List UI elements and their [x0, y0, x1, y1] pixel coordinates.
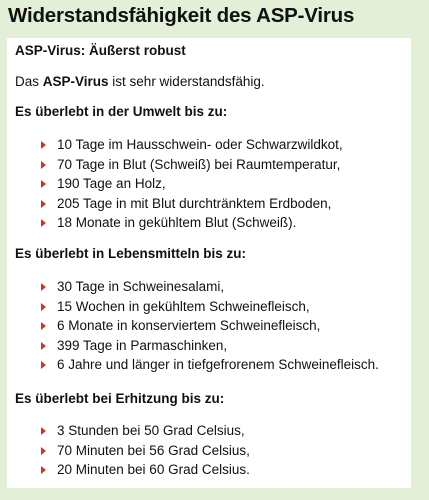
- triangle-bullet-icon: [41, 141, 46, 149]
- list-item-text: 205 Tage in mit Blut durchtränktem Erdboden,: [57, 195, 332, 211]
- list-item-text: 15 Wochen in gekühltem Schweinefleisch,: [57, 298, 310, 314]
- list-item-text: 190 Tage an Holz,: [57, 176, 166, 192]
- triangle-bullet-icon: [41, 200, 46, 208]
- triangle-bullet-icon: [41, 161, 46, 169]
- content-panel: [7, 38, 411, 488]
- triangle-bullet-icon: [41, 303, 46, 311]
- list-item-text: 3 Stunden bei 50 Grad Celsius,: [57, 423, 245, 438]
- triangle-bullet-icon: [41, 219, 46, 227]
- list-item: [7, 336, 379, 356]
- triangle-bullet-icon: [41, 361, 46, 369]
- intro-prefix: Das: [15, 74, 43, 89]
- list-item-text: 18 Monate in gekühltem Blut (Schweiß).: [57, 215, 297, 231]
- page-title: Widerstandsfähigkeit des ASP-Virus: [8, 4, 355, 27]
- section-heading-erhitzung: Es überlebt bei Erhitzung bis zu:: [15, 391, 225, 406]
- intro-suffix: ist sehr widerstandsfähig.: [108, 74, 265, 89]
- list-item-text: 6 Jahre und länger in tiefgefrorenem Schweinefleisch.: [57, 357, 379, 373]
- list-item: [7, 213, 343, 233]
- section-heading-umwelt: Es überlebt in der Umwelt bis zu:: [15, 104, 228, 119]
- list-item: [7, 441, 250, 461]
- section-heading-lebensmittel: Es überlebt in Lebensmitteln bis zu:: [15, 246, 247, 261]
- triangle-bullet-icon: [41, 322, 46, 330]
- list-item-text: 6 Monate in konserviertem Schweinefleisch,: [57, 318, 321, 334]
- list-item: [7, 297, 379, 317]
- subtitle: ASP-Virus: Äußerst robust: [15, 43, 186, 58]
- list-erhitzung: [7, 421, 250, 480]
- list-item: [7, 460, 250, 480]
- list-lebensmittel: [7, 277, 379, 375]
- list-item-text: 399 Tage in Parmaschinken,: [57, 337, 228, 353]
- intro-bold: ASP-Virus: [42, 74, 109, 89]
- triangle-bullet-icon: [41, 342, 46, 350]
- triangle-bullet-icon: [41, 180, 46, 188]
- triangle-bullet-icon: [41, 283, 46, 291]
- list-item: [7, 135, 343, 155]
- triangle-bullet-icon: [41, 447, 46, 455]
- list-item-text: 20 Minuten bei 60 Grad Celsius.: [57, 462, 250, 478]
- list-item: [7, 421, 250, 441]
- intro-text: [15, 74, 265, 89]
- list-item: [7, 174, 343, 194]
- list-item: [7, 316, 379, 336]
- list-item-text: 70 Tage in Blut (Schweiß) bei Raumtemperatur,: [57, 156, 341, 172]
- list-item: [7, 194, 343, 214]
- list-item-text: 30 Tage in Schweinesalami,: [57, 279, 225, 294]
- list-item-text: 70 Minuten bei 56 Grad Celsius,: [57, 442, 250, 458]
- list-umwelt: [7, 135, 343, 233]
- list-item: [7, 277, 379, 297]
- list-item-text: 10 Tage im Hausschwein- oder Schwarzwildkot,: [57, 137, 343, 152]
- triangle-bullet-icon: [41, 466, 46, 474]
- list-item: [7, 355, 379, 375]
- list-item: [7, 155, 343, 175]
- triangle-bullet-icon: [41, 427, 46, 435]
